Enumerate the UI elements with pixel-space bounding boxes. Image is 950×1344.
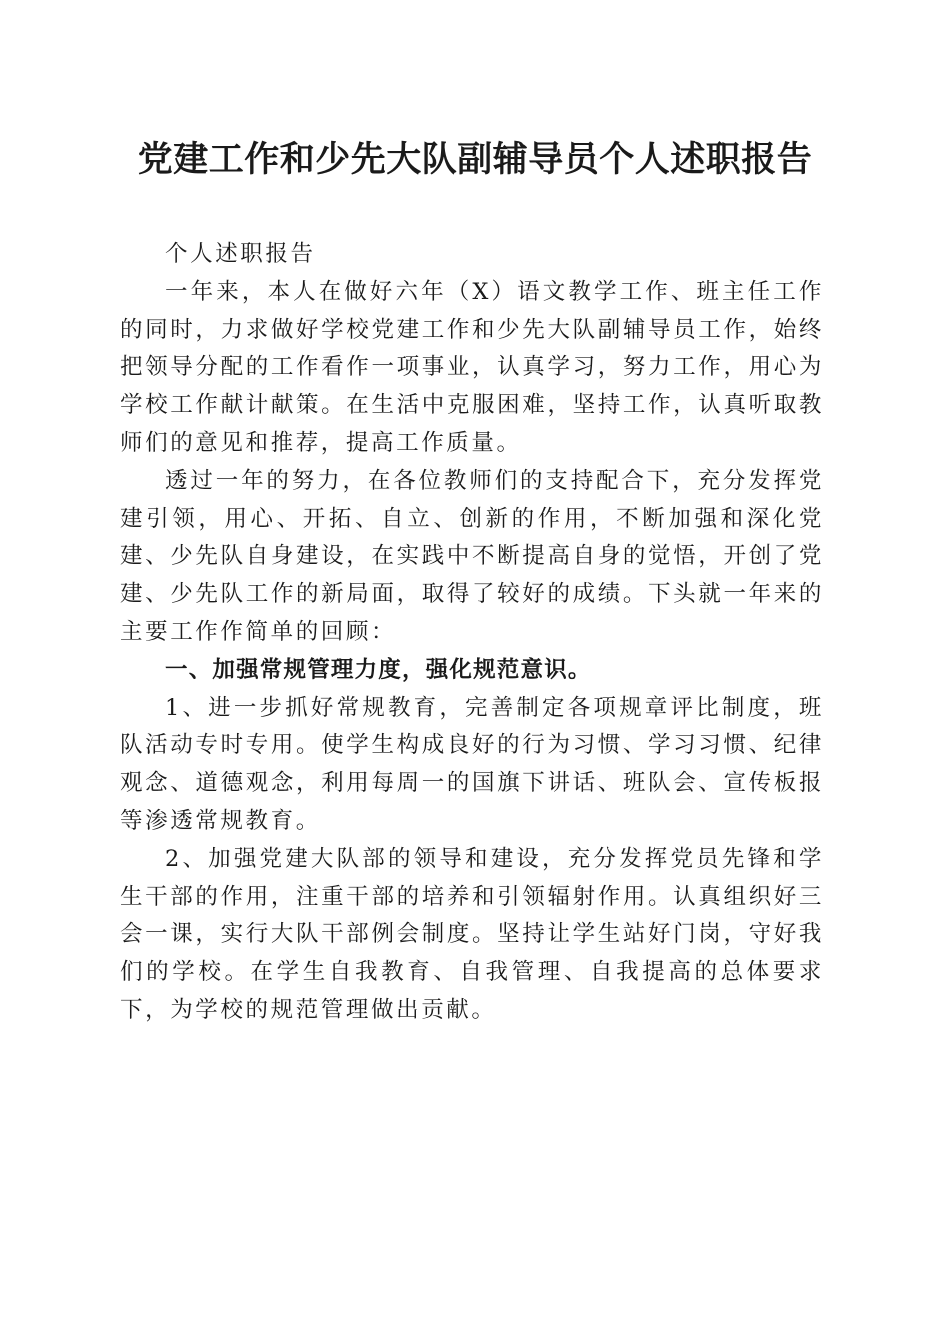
document-title: 党建工作和少先大队副辅导员个人述职报告 (137, 139, 813, 180)
section-1-item-2: 2、加强党建大队部的领导和建设，充分发挥党员先锋和学生干部的作用，注重干部的培养和引领辐射作用。认真组织好三会一课，实行大队干部例会制度。坚持让学生站好门岗，守好我们的学校。在学生自我教育、自我管理、自我提高的总体要求下，为学校的规范管理做出贡献。 (120, 845, 824, 1023)
section-1-item-1: 1、进一步抓好常规教育，完善制定各项规章评比制度，班队活动专时专用。使学生构成良好的行为习惯、学习习惯、纪律观念、道德观念，利用每周一的国旗下讲话、班队会、宣传板报等渗透常规教育。 (120, 694, 824, 834)
intro-paragraph-2: 透过一年的努力，在各位教师们的支持配合下，充分发挥党建引领，用心、开拓、自立、创新的作用，不断加强和深化党建、少先队自身建设，在实践中不断提高自身的觉悟，开创了党建、少先队工作的新局面，取得了较好的成绩。下头就一年来的主要工作作简单的回顾： (120, 467, 824, 645)
intro-paragraph-1: 一年来，本人在做好六年（X）语文教学工作、班主任工作的同时，力求做好学校党建工作和少先大队副辅导员工作，始终把领导分配的工作看作一项事业，认真学习，努力工作，用心为学校工作献计献策。在生活中克服困难，坚持工作，认真听取教师们的意见和推荐，提高工作质量。 (120, 278, 824, 456)
section-heading-1: 一、加强常规管理力度，强化规范意识。 (165, 656, 592, 683)
document-body (120, 236, 824, 1030)
document-subtitle: 个人述职报告 (165, 241, 316, 267)
